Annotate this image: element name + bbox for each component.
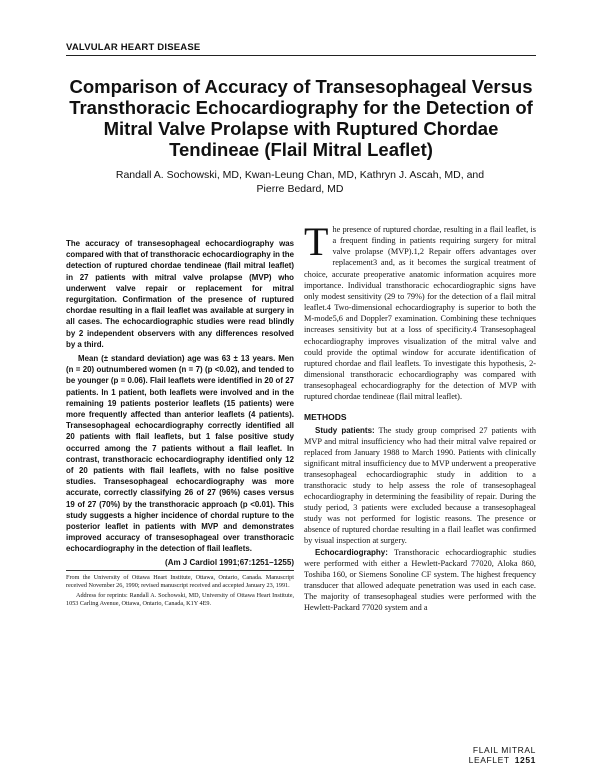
page-number: 1251	[514, 755, 536, 765]
introduction-text: he presence of ruptured chordae, resulting in a flail leaflet, is a frequent finding in patients requiring surgery for mitral valve prolapse (MVP).1,2 Repair offers advantages over replacement3 and, as it becomes the surgical treatment of choice, accurate preoperative anatomic information acquires more importance. Individual transthoracic echocardiographic signs have only modest sensitivity (29 to 79%) for the detection of a flail mitral leaflet.4 Two-dimensional echocardiography is superior to both the M-mode5,6 and Doppler7 examination. Combining these techniques increases sensitivity but at a loss of specificity.4 Transesophageal echocardiography improves visualization of the mitral valve and could provide the optimal window for accurate identification of ruptured chordae and flail leaflets. To investigate this hypothesis, 2-dimensional transthoracic echocardiography was compared with transesophageal echocardiography for the detection of MVP with ruptured chordae tendineae (flail mitral leaflet).	[304, 225, 536, 402]
affiliation-footnote: From the University of Ottawa Heart Institute, Ottawa, Ontario, Canada. Manuscript received November 26, 1990; revised manuscript received and accepted January 23, 1991.	[66, 573, 294, 589]
drop-cap: T	[304, 219, 329, 264]
methods-heading: METHODS	[304, 411, 347, 422]
section-label: VALVULAR HEART DISEASE	[66, 42, 536, 56]
abstract-paragraph-2: Mean (± standard deviation) age was 63 ± 13 years. Men (n = 20) outnumbered women (n = 7) (p <0.02), and tended to be younger (p = 0.06). Flail leaflets were identified in 20 of 27 patients. In 1 patient, both leaflets were involved and in the remaining 19 patients posterior leaflets (15 patients) were more frequently affected than anterior leaflets (4 patients). Transesophageal echocardiography correctly identified all 20 patients with flail leaflets, but 1 false positive study occurred among the 7 patients without a flail leaflet. In contrast, transthoracic echocardiography identified only 12 of 20 patients with flail leaflets, with no false positive studies. Transesophageal echocardiography was more accurate, correctly classifying 26 of 27 (96%) cases versus 19 of 27 (70%) by the transthoracic approach (p <0.01). This study suggests a higher incidence of chordal rupture to the posterior leaflet in patients with MVP and demonstrates improved accuracy of transesophageal over transthoracic echocardiography in the detection of flail leaflets.	[66, 354, 294, 554]
page-footer	[420, 745, 536, 765]
footnote-divider	[66, 570, 294, 571]
journal-citation: (Am J Cardiol 1991;67:1251–1255)	[165, 557, 294, 567]
author-list: Randall A. Sochowski, MD, Kwan-Leung Chan, MD, Kathryn J. Ascah, MD, and Pierre Bedard, MD	[115, 169, 485, 195]
running-head: FLAIL MITRAL LEAFLET	[468, 745, 536, 765]
article-title: Comparison of Accuracy of Transesophageal Versus Transthoracic Echocardiography for the Detection of Mitral Valve Prolapse with Ruptured Chordae Tendineae (Flail Mitral Leaflet)	[69, 76, 533, 160]
echocardiography-text: Transthoracic echocardiographic studies were performed with either a Hewlett-Packard 77020, Aloka 860, Toshiba 160, or Siemens Sonoline CF system. The highest frequency transducer that allowed adequate penetration was used in each case. The majority of transesophageal studies were performed with the Hewlett-Packard 77020 system and a	[304, 547, 536, 612]
introduction-paragraph	[304, 219, 536, 403]
abstract-paragraph-1: The accuracy of transesophageal echocardiography was compared with that of transthoracic echocardiography in the detection of ruptured chordae tendineae (flail mitral leaflet) in 27 patients with mitral valve prolapse (MVP) who underwent valve repair or replacement for mitral regurgitation. Confirmation of the presence of ruptured chordae resulting in a flail leaflet was available at surgery in all cases. The echocardiographic studies were read blindly by 2 independent observers with any differences resolved by a third.	[66, 239, 294, 349]
study-patients-text: The study group comprised 27 patients with MVP and mitral insufficiency who had their mitral valve repaired or replaced from January 1988 to March 1990. Patients with clinically significant mitral insufficiency due to MVP underwent a preoperative transesophageal echocardiographic study in addition to a transthoracic study to help assess the role of transesophageal echocardiography in determining the feasibility of repair. During the study period, 3 patients were excluded because a transesophageal study was not performed for logistic reasons. The presence or absence of ruptured chordae resulting in a flail leaflet was confirmed by visual inspection at surgery.	[304, 425, 536, 546]
reprint-address-footnote: Address for reprints: Randall A. Sochowski, MD, University of Ottawa Heart Institute, 1053 Carling Avenue, Ottawa, Ontario, Canada, K1Y 4E9.	[66, 591, 294, 607]
abstract-column	[66, 238, 294, 610]
echocardiography-label: Echocardiography:	[315, 547, 388, 557]
study-patients-paragraph	[304, 425, 536, 547]
body-column	[304, 219, 536, 613]
study-patients-label: Study patients:	[315, 425, 375, 435]
echocardiography-paragraph	[304, 547, 536, 614]
